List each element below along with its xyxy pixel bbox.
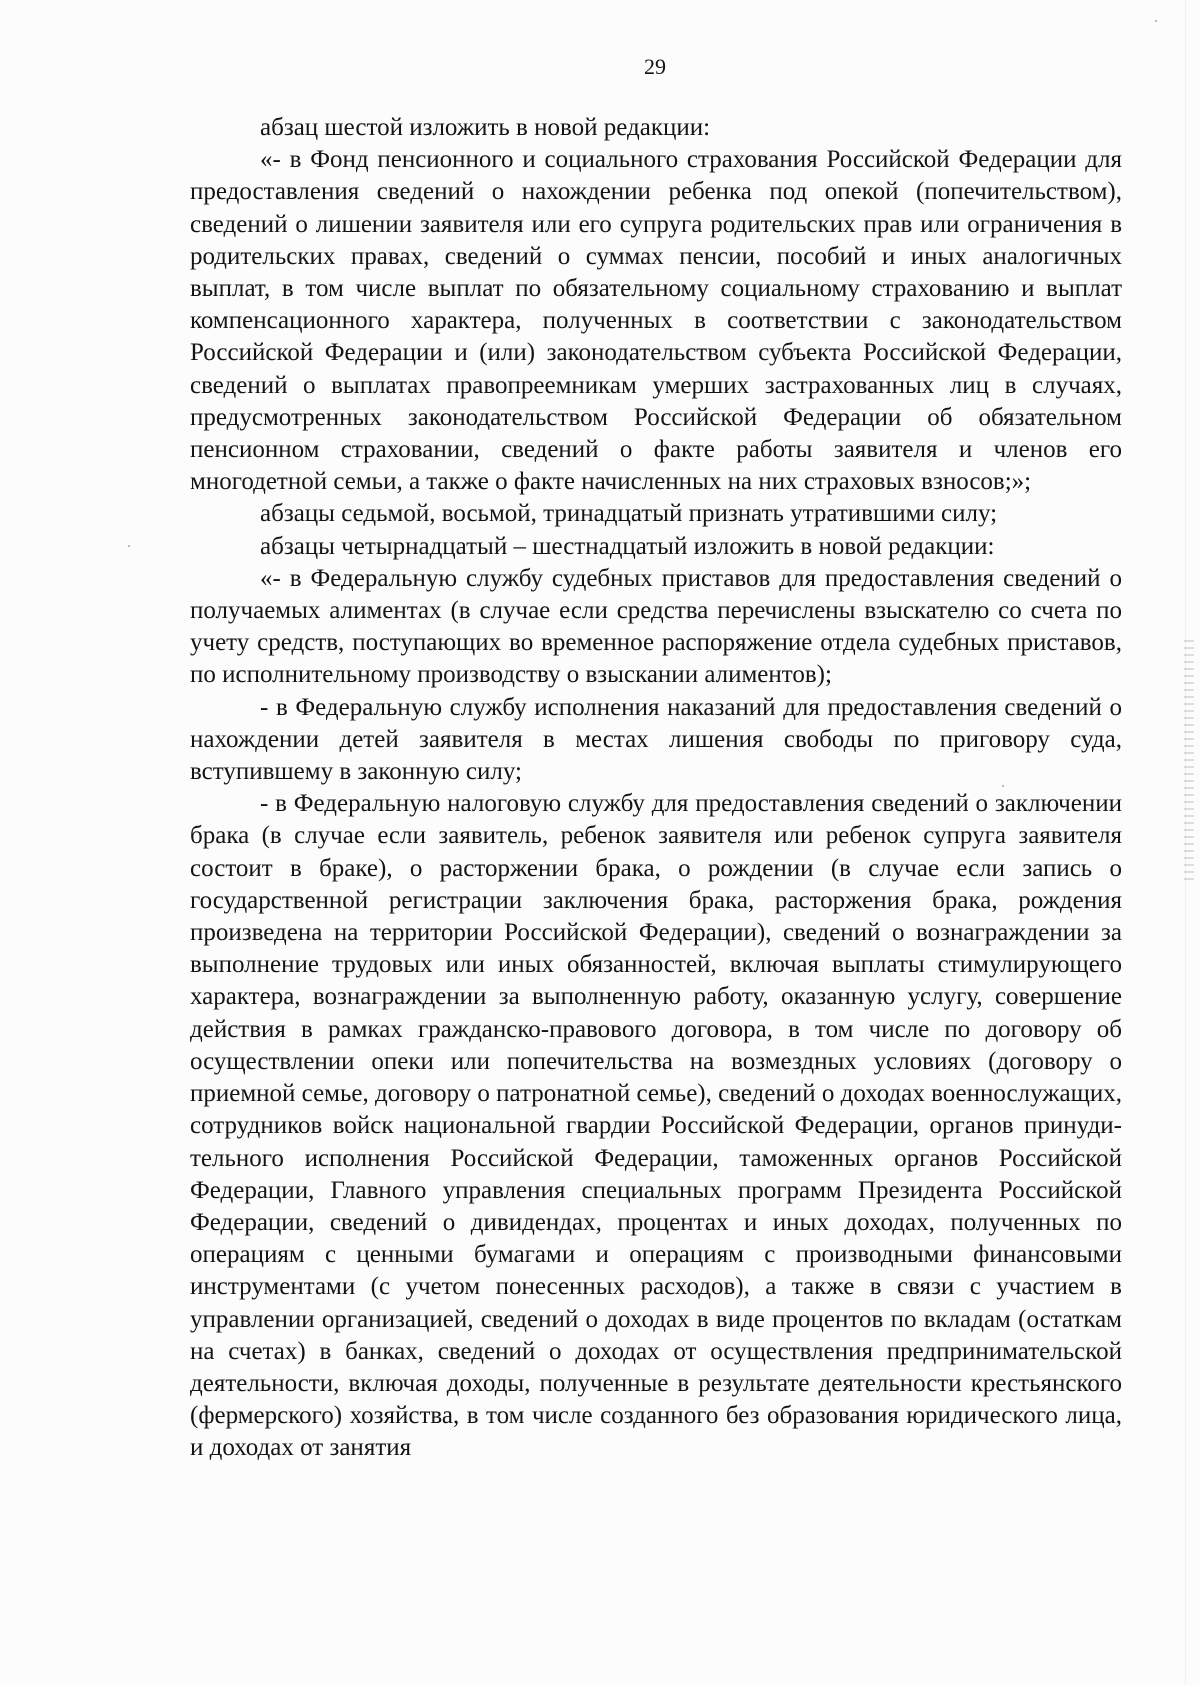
paragraph: абзац шестой изложить в новой редакции: xyxy=(260,114,711,141)
paragraph: - в Федеральную службу исполнения наказаний для предоставления сведений о нахождении детей заявителя в местах лишения свободы по приговору суда, вступившему в законную силу; xyxy=(190,693,1122,786)
paragraph: «- в Фонд пенсионного и социального страхования Российской Федерации для предоставления сведений о нахождении ребенка под опекой (попечительством), сведений о лишении заявителя или его супруга родительских прав или ограничения в родительских правах, сведений о суммах пенсии, пособий и иных аналогичных выплат, в том числе выплат по обязательному социальному страхованию и выплат компенсационного характера, полученных в соответствии с законодательством Российской Федерации и (или) законодательством субъекта Российской Федерации, сведений о выплатах правопреемникам умерших застрахованных лиц в случаях, предусмотренных законодательством Российской Федерации об обязательном пенсионном страховании, сведений о факте работы заявителя и членов его многодетной семьи, а также о факте начисленных на них страховых взносов;»; xyxy=(190,146,1122,496)
document-body xyxy=(190,112,1122,1465)
scan-speck xyxy=(1155,20,1157,22)
paragraph: - в Федеральную налоговую службу для предоставления сведений о заключении брака (в случае если заявитель, ребенок заявителя или ребенок супруга заявителя состоит в браке), о расторжении брака, о рождении (в случае если запись о государственной регистрации заключения брака, расторжения брака, рождения произведена на территории Российской Федерации), сведений о вознаграждении за выполнение трудовых или иных обязанностей, включая выплаты стимулирующего характера, вознаграждении за выполненную работу, оказанную услугу, совершение действия в рамках гражданско-правового договора, в том числе по договору об осуществлении опеки или попечительства на возмездных условиях (договору о приемной семье, договору о патронатной семье), сведений о доходах военнослужащих, сотрудников войск национальной гвардии Российской Федерации, органов принудительного исполнения Российской Федерации, таможенных органов Российской Федерации, Главного управления специальных программ Президента Российской Федерации, сведений о дивидендах, процентах и иных доходах, полученных по операциям с ценными бумагами и операциям с производными финансовыми инструментами (с учетом понесенных расходов), а также в связи с участием в управлении организацией, сведений о доходах в виде процентов по вкладам (остаткам на счетах) в банках, сведений о доходах от осуществления предпринимательской деятельности, включая доходы, полученные в результате деятельности крестьянского (фермерского) хозяйства, в том числе созданного без образования юридического лица, и доходах от занятия xyxy=(190,790,1122,1462)
scan-edge-noise xyxy=(1184,640,1194,880)
paragraph: абзацы четырнадцатый – шестнадцатый изложить в новой редакции: xyxy=(260,532,995,560)
scan-speck xyxy=(128,545,130,547)
paragraph: «- в Федеральную службу судебных приставов для предоставления сведений о получаемых алиментах (в случае если средства перечислены взыскателю со счета по учету средств, поступающих во временное распоряжение отдела судебных приставов, по исполнительному производству о взыскании алиментов); xyxy=(190,564,1122,689)
page-number: 29 xyxy=(644,54,666,79)
paragraph: абзацы седьмой, восьмой, тринадцатый признать утратившими силу; xyxy=(260,500,998,528)
